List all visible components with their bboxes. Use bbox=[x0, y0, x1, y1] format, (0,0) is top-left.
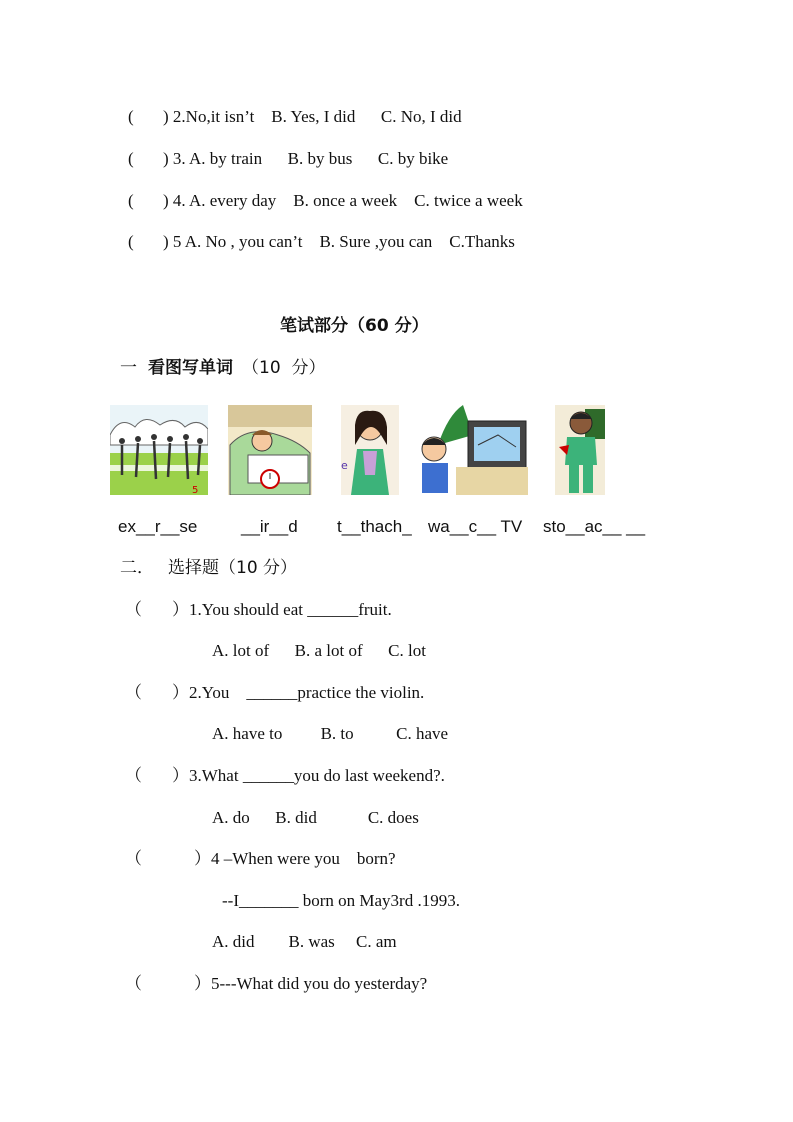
word-blank-4[interactable]: wa__c__ TV bbox=[428, 517, 523, 536]
question-options: A. have to B. to C. have bbox=[212, 724, 449, 743]
bird-picture bbox=[228, 405, 312, 495]
item-text: ) 4. A. every day B. once a week C. twice a week bbox=[163, 191, 523, 210]
question-text: ）5---What did you do yesterday? bbox=[194, 974, 428, 993]
teacher-picture bbox=[341, 405, 399, 495]
question-options: A. do B. did C. does bbox=[212, 808, 419, 827]
answer-paren[interactable]: ( bbox=[128, 149, 134, 168]
question-text: ）2.You ______practice the violin. bbox=[172, 683, 425, 702]
section-title: 笔试部分（60 分） bbox=[280, 316, 429, 336]
item-text: ) 2.No,it isn’t B. Yes, I did C. No, I did bbox=[163, 107, 462, 126]
question-options: A. did B. was C. am bbox=[212, 932, 397, 951]
answer-paren[interactable]: （ bbox=[125, 849, 142, 869]
answer-paren[interactable]: （ bbox=[125, 974, 142, 994]
word-blank-5[interactable]: sto__ac__ __ bbox=[543, 517, 646, 536]
word-blank-2[interactable]: __ir__d bbox=[241, 517, 298, 536]
question-response: --I_______ born on May3rd .1993. bbox=[222, 891, 460, 910]
watch-tv-picture bbox=[418, 405, 528, 495]
item-text: ) 3. A. by train B. by bus C. by bike bbox=[163, 149, 449, 168]
svg-text:e: e bbox=[341, 459, 348, 472]
answer-paren[interactable]: ( bbox=[128, 232, 134, 251]
part2-label: 二． bbox=[120, 558, 154, 578]
question-options: A. lot of B. a lot of C. lot bbox=[212, 641, 426, 660]
question-text: ）3.What ______you do last weekend?. bbox=[172, 766, 445, 785]
answer-paren[interactable]: （ bbox=[125, 600, 142, 620]
part1-title: 看图写单词 bbox=[148, 358, 233, 378]
word-blank-3[interactable]: t__thach_ bbox=[337, 517, 412, 536]
answer-paren[interactable]: （ bbox=[125, 683, 142, 703]
item-text: ) 5 A. No , you can’t B. Sure ,you can C.Thanks bbox=[163, 232, 515, 251]
question-text: ）1.You should eat ______fruit. bbox=[172, 600, 392, 619]
stomachache-picture bbox=[555, 405, 605, 495]
word-blank-1[interactable]: ex__r__se bbox=[118, 517, 198, 536]
part2-title: 选择题（10 分） bbox=[168, 558, 298, 578]
svg-text:5: 5 bbox=[192, 485, 199, 495]
part1-score: （10 分） bbox=[242, 358, 326, 378]
part1-label: 一 bbox=[120, 358, 137, 378]
question-text: ）4 –When were you born? bbox=[194, 849, 396, 868]
answer-paren[interactable]: ( bbox=[128, 107, 134, 126]
answer-paren[interactable]: （ bbox=[125, 766, 142, 786]
exercise-picture bbox=[110, 405, 208, 495]
answer-paren[interactable]: ( bbox=[128, 191, 134, 210]
